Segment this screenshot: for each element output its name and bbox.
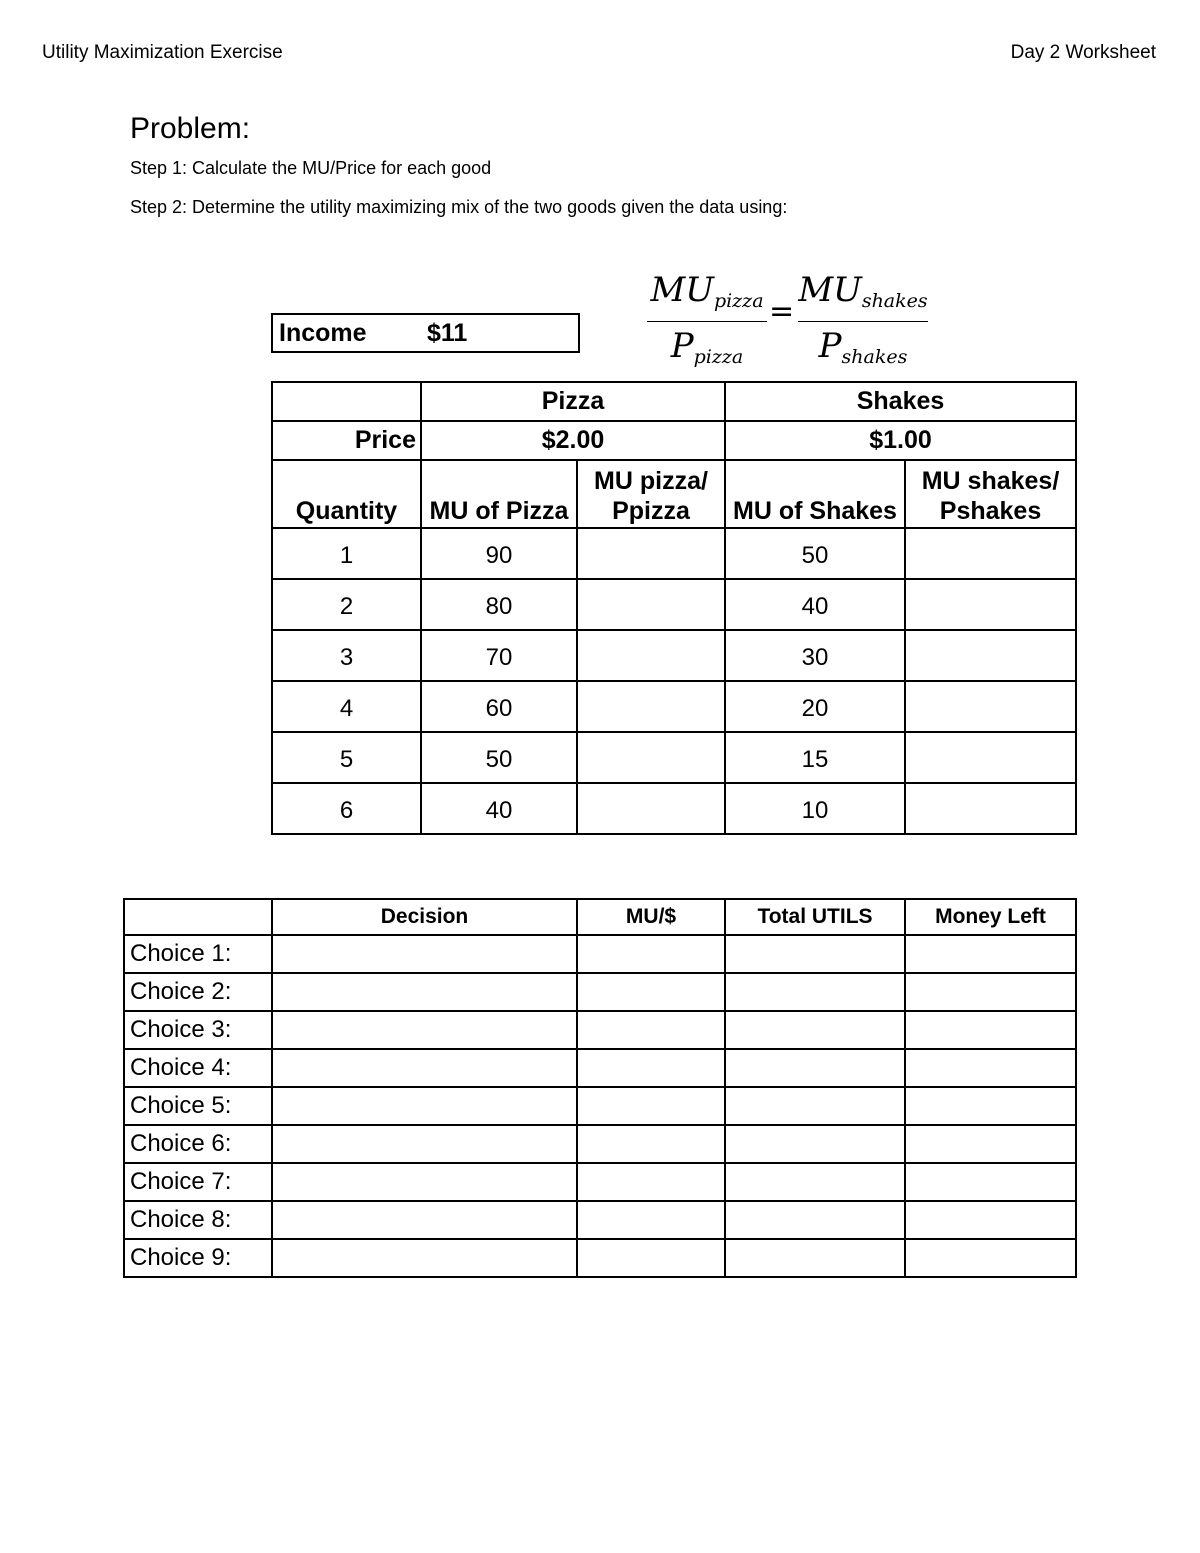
header-right-title: Day 2 Worksheet <box>1010 42 1156 63</box>
table-row <box>124 973 1076 1011</box>
mu-shakes-ratio-column-header <box>905 460 1076 528</box>
money-left-cell <box>905 1163 1076 1201</box>
problem-title: Problem: <box>130 112 251 145</box>
mu-pizza-ratio-cell <box>577 579 725 630</box>
total-utils-cell <box>725 1201 905 1239</box>
decision-cell <box>272 935 577 973</box>
quantity-cell: 1 <box>272 528 421 579</box>
money-left-cell <box>905 1239 1076 1277</box>
price-label: Price <box>272 421 421 460</box>
mu-pizza-ratio-cell <box>577 732 725 783</box>
decision-table <box>123 898 1077 1278</box>
formula-left-fraction <box>647 270 767 377</box>
choice-label: Choice 6: <box>124 1125 272 1163</box>
formula-right-numerator: MU <box>798 270 862 310</box>
mu-shakes-ratio-header-line1: MU shakes/ <box>921 467 1060 495</box>
mu-shakes-cell: 15 <box>725 732 905 783</box>
choice-label: Choice 9: <box>124 1239 272 1277</box>
mu-per-dollar-cell <box>577 1201 725 1239</box>
money-left-cell <box>905 1049 1076 1087</box>
decision-table-corner-cell <box>124 899 272 935</box>
formula-right-fraction-bar <box>798 321 928 322</box>
total-utils-cell <box>725 1049 905 1087</box>
choice-label: Choice 1: <box>124 935 272 973</box>
money-left-cell <box>905 1011 1076 1049</box>
mu-shakes-ratio-cell <box>905 528 1076 579</box>
choice-label: Choice 8: <box>124 1201 272 1239</box>
income-label: Income <box>279 319 367 347</box>
decision-cell <box>272 1011 577 1049</box>
mu-shakes-cell: 20 <box>725 681 905 732</box>
decision-cell <box>272 1125 577 1163</box>
mu-pizza-cell: 60 <box>421 681 577 732</box>
quantity-cell: 3 <box>272 630 421 681</box>
choice-label: Choice 5: <box>124 1087 272 1125</box>
decision-cell <box>272 1163 577 1201</box>
mu-shakes-ratio-cell <box>905 681 1076 732</box>
step-1-text: Step 1: Calculate the MU/Price for each good <box>130 158 492 178</box>
choice-label: Choice 7: <box>124 1163 272 1201</box>
mu-per-dollar-cell <box>577 1087 725 1125</box>
quantity-cell: 4 <box>272 681 421 732</box>
formula-left-denominator: P <box>670 326 694 366</box>
goods-table-corner-cell <box>272 382 421 421</box>
table-row <box>124 1239 1076 1277</box>
mu-pizza-cell: 40 <box>421 783 577 834</box>
mu-shakes-cell: 50 <box>725 528 905 579</box>
mu-shakes-cell: 40 <box>725 579 905 630</box>
decision-column-header: Decision <box>272 899 577 935</box>
quantity-cell: 6 <box>272 783 421 834</box>
mu-per-dollar-cell <box>577 935 725 973</box>
table-row <box>124 1011 1076 1049</box>
mu-per-dollar-cell <box>577 1011 725 1049</box>
mu-pizza-cell: 80 <box>421 579 577 630</box>
money-left-cell <box>905 1087 1076 1125</box>
header-left-title: Utility Maximization Exercise <box>42 42 283 63</box>
mu-shakes-cell: 30 <box>725 630 905 681</box>
formula-right-numerator-sub: shakes <box>861 290 928 312</box>
mu-shakes-ratio-cell <box>905 630 1076 681</box>
choice-label: Choice 2: <box>124 973 272 1011</box>
choice-label: Choice 4: <box>124 1049 272 1087</box>
mu-shakes-ratio-cell <box>905 783 1076 834</box>
mu-pizza-ratio-cell <box>577 783 725 834</box>
table-row <box>124 1087 1076 1125</box>
equal-marginal-formula <box>645 266 935 376</box>
formula-left-fraction-bar <box>647 321 767 322</box>
quantity-cell: 2 <box>272 579 421 630</box>
money-left-cell <box>905 973 1076 1011</box>
goods-table <box>271 381 1077 835</box>
income-box <box>271 313 580 353</box>
mu-pizza-cell: 50 <box>421 732 577 783</box>
mu-pizza-ratio-cell <box>577 630 725 681</box>
mu-shakes-ratio-cell <box>905 732 1076 783</box>
mu-per-dollar-cell <box>577 1163 725 1201</box>
total-utils-cell <box>725 1087 905 1125</box>
table-row <box>272 528 1076 579</box>
formula-left-denominator-sub: pizza <box>693 346 744 368</box>
total-utils-column-header: Total UTILS <box>725 899 905 935</box>
formula-equals-sign: = <box>769 294 795 329</box>
formula-left-numerator-sub: pizza <box>713 290 764 312</box>
mu-shakes-column-header: MU of Shakes <box>725 460 905 528</box>
choice-label: Choice 3: <box>124 1011 272 1049</box>
money-left-cell <box>905 1125 1076 1163</box>
pizza-price: $2.00 <box>421 421 725 460</box>
mu-per-dollar-cell <box>577 973 725 1011</box>
formula-right-denominator-sub: shakes <box>841 346 908 368</box>
mu-pizza-column-header: MU of Pizza <box>421 460 577 528</box>
table-row <box>124 935 1076 973</box>
mu-pizza-ratio-cell <box>577 681 725 732</box>
mu-per-dollar-cell <box>577 1125 725 1163</box>
total-utils-cell <box>725 1163 905 1201</box>
total-utils-cell <box>725 1125 905 1163</box>
total-utils-cell <box>725 1011 905 1049</box>
table-row <box>124 1163 1076 1201</box>
quantity-cell: 5 <box>272 732 421 783</box>
mu-pizza-cell: 70 <box>421 630 577 681</box>
mu-shakes-ratio-header-line2: Pshakes <box>939 497 1042 525</box>
mu-pizza-ratio-column-header <box>577 460 725 528</box>
table-row <box>124 1125 1076 1163</box>
table-row <box>124 1201 1076 1239</box>
quantity-column-header: Quantity <box>272 460 421 528</box>
money-left-column-header: Money Left <box>905 899 1076 935</box>
pizza-header: Pizza <box>421 382 725 421</box>
formula-right-fraction <box>798 270 928 377</box>
income-value: $11 <box>427 319 468 347</box>
mu-pizza-ratio-header-line1: MU pizza/ <box>594 467 708 495</box>
table-row <box>272 783 1076 834</box>
mu-per-dollar-cell <box>577 1049 725 1087</box>
decision-cell <box>272 1239 577 1277</box>
table-row <box>272 681 1076 732</box>
money-left-cell <box>905 1201 1076 1239</box>
mu-per-dollar-column-header: MU/$ <box>577 899 725 935</box>
mu-pizza-cell: 90 <box>421 528 577 579</box>
decision-cell <box>272 1049 577 1087</box>
mu-pizza-ratio-cell <box>577 528 725 579</box>
mu-pizza-ratio-header-line2: Ppizza <box>612 497 690 525</box>
shakes-header: Shakes <box>725 382 1076 421</box>
total-utils-cell <box>725 935 905 973</box>
table-row <box>272 579 1076 630</box>
decision-cell <box>272 1087 577 1125</box>
decision-cell <box>272 1201 577 1239</box>
shakes-price: $1.00 <box>725 421 1076 460</box>
formula-left-numerator: MU <box>650 270 714 310</box>
total-utils-cell <box>725 1239 905 1277</box>
total-utils-cell <box>725 973 905 1011</box>
mu-shakes-cell: 10 <box>725 783 905 834</box>
step-2-text: Step 2: Determine the utility maximizing mix of the two goods given the data using: <box>130 197 788 217</box>
mu-shakes-ratio-cell <box>905 579 1076 630</box>
table-row <box>272 630 1076 681</box>
table-row <box>124 1049 1076 1087</box>
decision-cell <box>272 973 577 1011</box>
formula-right-denominator: P <box>818 326 842 366</box>
table-row <box>272 732 1076 783</box>
mu-per-dollar-cell <box>577 1239 725 1277</box>
money-left-cell <box>905 935 1076 973</box>
